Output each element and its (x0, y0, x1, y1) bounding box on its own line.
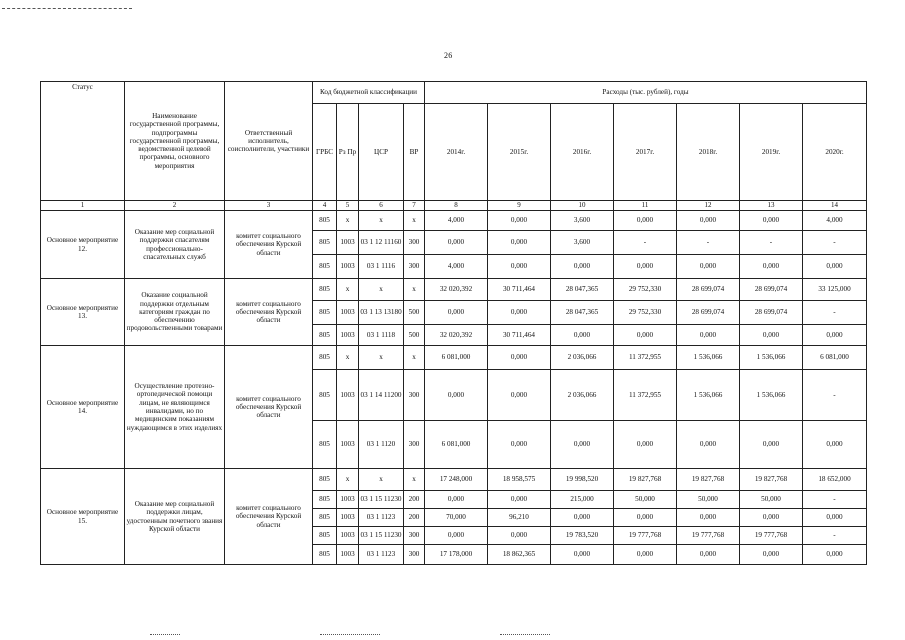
cell-csr: x (359, 211, 404, 231)
cell-expense: 28 699,074 (740, 301, 803, 325)
cell-expense: 18 862,365 (488, 545, 551, 565)
cell-rzpr: 1003 (337, 509, 359, 527)
cell-expense: 0,000 (425, 231, 488, 255)
cell-rzpr: x (337, 279, 359, 301)
row-program-name: Оказание социальной поддержки отдельным категориям граждан по обеспечению продовольственными товарами (125, 279, 225, 346)
row-responsible: комитет социального обеспечения Курской области (225, 469, 313, 565)
cell-expense: 0,000 (551, 545, 614, 565)
cell-vr: 200 (404, 491, 425, 509)
cell-expense: 0,000 (803, 545, 867, 565)
cell-expense: - (803, 301, 867, 325)
header-budget-code: Код бюджетной классификации (313, 82, 425, 104)
cell-expense: 19 777,768 (614, 527, 677, 545)
column-number: 3 (225, 201, 313, 211)
cell-expense: 0,000 (488, 211, 551, 231)
scan-artifact-bottom (500, 634, 550, 635)
cell-csr: 03 1 12 11160 (359, 231, 404, 255)
cell-expense: 50,000 (677, 491, 740, 509)
header-year: 2018г. (677, 104, 740, 201)
cell-expense: 0,000 (803, 255, 867, 279)
page-number: 26 (444, 51, 453, 60)
cell-grbs: 805 (313, 279, 337, 301)
cell-expense: - (803, 491, 867, 509)
cell-expense: 0,000 (803, 509, 867, 527)
cell-vr: x (404, 346, 425, 370)
cell-expense: 19 827,768 (677, 469, 740, 491)
row-program-name: Оказание мер социальной поддержки лицам, удостоенным почетного звания Курской области (125, 469, 225, 565)
cell-rzpr: 1003 (337, 325, 359, 346)
cell-expense: 1 536,066 (740, 370, 803, 421)
cell-csr: x (359, 279, 404, 301)
cell-expense: 2 036,066 (551, 370, 614, 421)
cell-expense: - (803, 527, 867, 545)
scan-artifact-top (2, 8, 132, 9)
cell-expense: 3,600 (551, 231, 614, 255)
cell-vr: 500 (404, 301, 425, 325)
cell-expense: 19 777,768 (740, 527, 803, 545)
cell-csr: 03 1 15 11230 (359, 527, 404, 545)
cell-expense: 1 536,066 (740, 346, 803, 370)
cell-expense: 19 827,768 (740, 469, 803, 491)
header-vr: ВР (404, 104, 425, 201)
header-rzpr: Рз Пр (337, 104, 359, 201)
cell-expense: 0,000 (488, 491, 551, 509)
cell-grbs: 805 (313, 370, 337, 421)
cell-grbs: 805 (313, 346, 337, 370)
row-status: Основное мероприятие 13. (41, 279, 125, 346)
cell-vr: 300 (404, 527, 425, 545)
column-number: 5 (337, 201, 359, 211)
table-row (41, 211, 867, 231)
cell-expense: - (614, 231, 677, 255)
cell-expense: 0,000 (740, 325, 803, 346)
cell-grbs: 805 (313, 301, 337, 325)
cell-expense: 0,000 (803, 325, 867, 346)
column-number: 12 (677, 201, 740, 211)
cell-csr: 03 1 1123 (359, 509, 404, 527)
cell-expense: 0,000 (677, 421, 740, 469)
cell-csr: 03 1 1118 (359, 325, 404, 346)
column-number: 11 (614, 201, 677, 211)
cell-rzpr: x (337, 346, 359, 370)
cell-expense: 28 699,074 (677, 279, 740, 301)
cell-expense: 0,000 (488, 421, 551, 469)
row-status: Основное мероприятие 14. (41, 346, 125, 469)
cell-expense: 19 827,768 (614, 469, 677, 491)
cell-expense: 0,000 (614, 545, 677, 565)
cell-expense: 215,000 (551, 491, 614, 509)
header-year: 2015г. (488, 104, 551, 201)
cell-csr: x (359, 469, 404, 491)
cell-expense: 4,000 (425, 255, 488, 279)
cell-expense: 17 248,000 (425, 469, 488, 491)
cell-expense: 18 958,575 (488, 469, 551, 491)
cell-expense: 28 699,074 (740, 279, 803, 301)
cell-expense: 11 372,955 (614, 370, 677, 421)
column-number: 14 (803, 201, 867, 211)
cell-expense: 19 783,520 (551, 527, 614, 545)
cell-expense: 1 536,066 (677, 370, 740, 421)
cell-expense: 4,000 (803, 211, 867, 231)
cell-grbs: 805 (313, 255, 337, 279)
row-responsible: комитет социального обеспечения Курской области (225, 279, 313, 346)
cell-expense: 0,000 (740, 509, 803, 527)
cell-vr: 300 (404, 255, 425, 279)
cell-vr: 500 (404, 325, 425, 346)
row-program-name: Оказание мер социальной поддержки спасателям профессионально-спасательных служб (125, 211, 225, 279)
cell-expense: 0,000 (551, 325, 614, 346)
cell-expense: 30 711,464 (488, 325, 551, 346)
cell-grbs: 805 (313, 421, 337, 469)
cell-expense: 0,000 (488, 370, 551, 421)
cell-expense: - (803, 370, 867, 421)
header-year: 2019г. (740, 104, 803, 201)
cell-rzpr: x (337, 211, 359, 231)
column-number: 1 (41, 201, 125, 211)
table-row (41, 279, 867, 301)
column-number: 6 (359, 201, 404, 211)
header-csr: ЦСР (359, 104, 404, 201)
cell-csr: 03 1 1116 (359, 255, 404, 279)
cell-expense: 0,000 (677, 255, 740, 279)
cell-expense: 3,600 (551, 211, 614, 231)
cell-expense: 0,000 (614, 255, 677, 279)
column-number: 8 (425, 201, 488, 211)
header-program-name: Наименование государственной программы, подпрограммы государственной программы, ведомственной целевой программы, основного мероприятия (125, 82, 225, 201)
cell-expense: 50,000 (740, 491, 803, 509)
cell-rzpr: x (337, 469, 359, 491)
cell-expense: 4,000 (425, 211, 488, 231)
cell-grbs: 805 (313, 231, 337, 255)
cell-vr: 300 (404, 421, 425, 469)
column-number: 4 (313, 201, 337, 211)
row-program-name: Осуществление протезно-ортопедической помощи лицам, не являющимся инвалидами, но по медицинским показаниям нуждающимся в этих изделиях (125, 346, 225, 469)
cell-expense: 1 536,066 (677, 346, 740, 370)
header-status: Статус (41, 82, 125, 201)
cell-expense: 17 178,000 (425, 545, 488, 565)
cell-expense: 29 752,330 (614, 279, 677, 301)
cell-expense: 0,000 (488, 301, 551, 325)
cell-expense: 0,000 (488, 527, 551, 545)
table-row (41, 469, 867, 491)
cell-vr: 300 (404, 370, 425, 421)
cell-expense: 33 125,000 (803, 279, 867, 301)
column-number: 10 (551, 201, 614, 211)
cell-expense: 32 020,392 (425, 279, 488, 301)
table-body (41, 211, 867, 565)
cell-expense: 0,000 (740, 255, 803, 279)
cell-expense: 0,000 (425, 527, 488, 545)
column-number: 9 (488, 201, 551, 211)
cell-csr: 03 1 14 11200 (359, 370, 404, 421)
cell-expense: 18 652,000 (803, 469, 867, 491)
cell-rzpr: 1003 (337, 421, 359, 469)
cell-expense: 0,000 (677, 509, 740, 527)
cell-expense: 0,000 (551, 509, 614, 527)
row-responsible: комитет социального обеспечения Курской области (225, 346, 313, 469)
row-status: Основное мероприятие 15. (41, 469, 125, 565)
cell-expense: - (740, 231, 803, 255)
cell-csr: x (359, 346, 404, 370)
column-number: 2 (125, 201, 225, 211)
cell-expense: 0,000 (740, 211, 803, 231)
cell-expense: 0,000 (488, 346, 551, 370)
cell-expense: 6 081,000 (425, 421, 488, 469)
cell-grbs: 805 (313, 527, 337, 545)
cell-expense: 0,000 (551, 255, 614, 279)
header-responsible: Ответственный исполнитель, соисполнители, участники (225, 82, 313, 201)
header-year: 2014г. (425, 104, 488, 201)
cell-expense: 96,210 (488, 509, 551, 527)
cell-rzpr: 1003 (337, 231, 359, 255)
cell-expense: 0,000 (614, 211, 677, 231)
cell-grbs: 805 (313, 545, 337, 565)
cell-expense: 19 777,768 (677, 527, 740, 545)
cell-expense: 0,000 (740, 421, 803, 469)
budget-expenses-table (40, 81, 867, 565)
cell-expense: 28 047,365 (551, 301, 614, 325)
cell-expense: 0,000 (488, 255, 551, 279)
cell-expense: 0,000 (425, 491, 488, 509)
header-year: 2016г. (551, 104, 614, 201)
cell-rzpr: 1003 (337, 255, 359, 279)
cell-grbs: 805 (313, 509, 337, 527)
cell-expense: 50,000 (614, 491, 677, 509)
cell-expense: 28 699,074 (677, 301, 740, 325)
cell-expense: - (803, 231, 867, 255)
cell-expense: 32 020,392 (425, 325, 488, 346)
header-year: 2017г. (614, 104, 677, 201)
cell-grbs: 805 (313, 491, 337, 509)
cell-expense: 28 047,365 (551, 279, 614, 301)
row-responsible: комитет социального обеспечения Курской области (225, 211, 313, 279)
row-status: Основное мероприятие 12. (41, 211, 125, 279)
header-grbs: ГРБС (313, 104, 337, 201)
cell-grbs: 805 (313, 325, 337, 346)
cell-rzpr: 1003 (337, 527, 359, 545)
cell-expense: 0,000 (614, 325, 677, 346)
cell-grbs: 805 (313, 211, 337, 231)
cell-rzpr: 1003 (337, 491, 359, 509)
header-year: 2020г. (803, 104, 867, 201)
cell-expense: 29 752,330 (614, 301, 677, 325)
header-expenses: Расходы (тыс. рублей), годы (425, 82, 867, 104)
cell-expense: 30 711,464 (488, 279, 551, 301)
cell-expense: 6 081,000 (425, 346, 488, 370)
cell-vr: x (404, 469, 425, 491)
cell-vr: x (404, 279, 425, 301)
cell-expense: 0,000 (740, 545, 803, 565)
column-number: 7 (404, 201, 425, 211)
cell-expense: 0,000 (614, 509, 677, 527)
cell-expense: 0,000 (677, 545, 740, 565)
cell-expense: 0,000 (425, 370, 488, 421)
cell-expense: 0,000 (803, 421, 867, 469)
cell-expense: 6 081,000 (803, 346, 867, 370)
cell-vr: 300 (404, 545, 425, 565)
cell-vr: x (404, 211, 425, 231)
cell-expense: 70,000 (425, 509, 488, 527)
cell-expense: 2 036,066 (551, 346, 614, 370)
cell-expense: - (677, 231, 740, 255)
cell-rzpr: 1003 (337, 301, 359, 325)
cell-expense: 0,000 (551, 421, 614, 469)
cell-rzpr: 1003 (337, 370, 359, 421)
cell-csr: 03 1 13 13180 (359, 301, 404, 325)
cell-expense: 0,000 (488, 231, 551, 255)
scan-artifact-bottom (320, 634, 380, 635)
cell-grbs: 805 (313, 469, 337, 491)
cell-csr: 03 1 1123 (359, 545, 404, 565)
cell-expense: 0,000 (677, 211, 740, 231)
column-number-row (41, 201, 867, 211)
cell-csr: 03 1 1120 (359, 421, 404, 469)
cell-expense: 0,000 (425, 301, 488, 325)
cell-rzpr: 1003 (337, 545, 359, 565)
cell-expense: 0,000 (677, 325, 740, 346)
cell-expense: 0,000 (614, 421, 677, 469)
column-number: 13 (740, 201, 803, 211)
cell-vr: 200 (404, 509, 425, 527)
cell-expense: 19 998,520 (551, 469, 614, 491)
scan-artifact-bottom (150, 634, 180, 635)
cell-expense: 11 372,955 (614, 346, 677, 370)
cell-csr: 03 1 15 11230 (359, 491, 404, 509)
table-row (41, 346, 867, 370)
cell-vr: 300 (404, 231, 425, 255)
